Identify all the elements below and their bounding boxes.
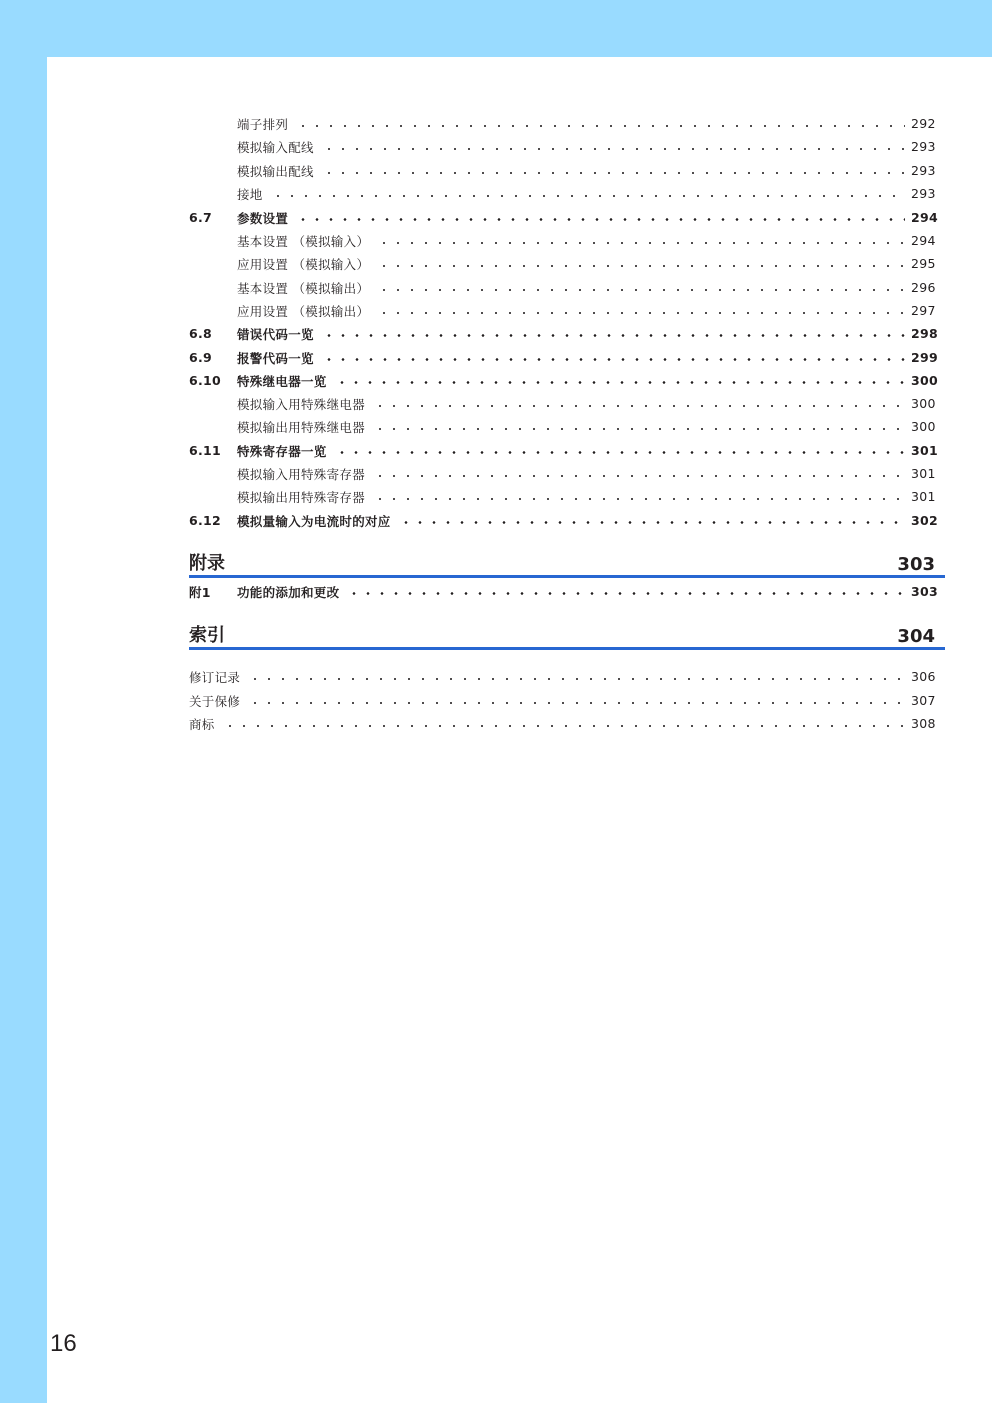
toc-entry-page: 300 xyxy=(911,419,936,434)
toc-section-title: 特殊寄存器一览 xyxy=(237,443,327,459)
toc-entry-title: 应用设置 （模拟输入） xyxy=(237,256,370,272)
toc-section-page: 299 xyxy=(911,350,938,365)
toc-section-title: 功能的添加和更改 xyxy=(237,584,340,600)
toc-entry-title: 基本设置 （模拟输出） xyxy=(237,280,370,296)
appendix-heading-page: 303 xyxy=(897,554,935,575)
toc-section-title: 报警代码一览 xyxy=(237,350,314,366)
toc-entry-title: 接地 xyxy=(237,186,263,202)
toc-entry-page: 296 xyxy=(911,280,936,295)
dot-leader xyxy=(373,428,905,430)
toc-entry-title: 模拟输出用特殊寄存器 xyxy=(237,489,366,505)
toc-entry[interactable] xyxy=(237,485,935,508)
dot-leader xyxy=(248,678,905,680)
toc-entry[interactable] xyxy=(237,252,935,275)
dot-leader xyxy=(377,242,905,244)
toc-entry[interactable] xyxy=(237,135,935,158)
toc-section-title: 模拟量输入为电流时的对应 xyxy=(237,513,391,529)
toc-entry-page: 293 xyxy=(911,139,936,154)
toc-section-title: 参数设置 xyxy=(237,210,289,226)
appendix-chapter-heading[interactable] xyxy=(189,549,945,578)
page-sheet xyxy=(47,57,992,1403)
index-chapter-heading[interactable] xyxy=(189,621,945,650)
toc-entry-page: 301 xyxy=(911,466,936,481)
back-matter-title: 关于保修 xyxy=(189,693,241,709)
dot-leader xyxy=(335,451,905,454)
toc-entry[interactable] xyxy=(237,299,935,322)
toc-entry-title: 应用设置 （模拟输出） xyxy=(237,303,370,319)
index-heading-title: 索引 xyxy=(189,625,225,646)
toc-entry[interactable] xyxy=(237,415,935,438)
toc-entry-page: 292 xyxy=(911,116,936,131)
toc-section-page: 303 xyxy=(911,584,938,599)
dot-leader xyxy=(322,172,905,174)
appendix-heading-title: 附录 xyxy=(189,553,225,574)
toc-section[interactable] xyxy=(189,580,938,603)
toc-section-page: 301 xyxy=(911,443,938,458)
back-matter-title: 修订记录 xyxy=(189,669,241,685)
dot-leader xyxy=(335,381,905,384)
dot-leader xyxy=(399,521,905,524)
dot-leader xyxy=(271,195,905,197)
toc-entry-title: 模拟输入用特殊继电器 xyxy=(237,396,366,412)
toc-entry-page: 293 xyxy=(911,186,936,201)
toc-entry-title: 基本设置 （模拟输入） xyxy=(237,233,370,249)
toc-entry-title: 模拟输出配线 xyxy=(237,163,314,179)
toc-section-number: 6.7 xyxy=(189,210,213,225)
toc-entry-title: 模拟输入用特殊寄存器 xyxy=(237,466,366,482)
dot-leader xyxy=(322,358,905,361)
toc-entry-page: 301 xyxy=(911,489,936,504)
dot-leader xyxy=(322,334,905,337)
toc-entry[interactable] xyxy=(237,392,935,415)
toc-section-number: 6.10 xyxy=(189,373,222,388)
toc-section-page: 300 xyxy=(911,373,938,388)
back-matter-title: 商标 xyxy=(189,716,215,732)
toc-section-number: 附1 xyxy=(189,584,211,600)
toc-section-number: 6.8 xyxy=(189,326,213,341)
dot-leader xyxy=(377,289,905,291)
toc-section-number: 6.9 xyxy=(189,350,213,365)
toc-section-page: 302 xyxy=(911,513,938,528)
dot-leader xyxy=(377,312,905,314)
toc-section[interactable] xyxy=(189,206,938,229)
toc-entry-title: 模拟输入配线 xyxy=(237,139,314,155)
page-number: 16 xyxy=(50,1330,77,1357)
toc-entry[interactable] xyxy=(237,159,935,182)
toc-section-number: 6.12 xyxy=(189,513,222,528)
dot-leader xyxy=(296,218,905,221)
toc-section[interactable] xyxy=(189,439,938,462)
toc-entry-title: 模拟输出用特殊继电器 xyxy=(237,419,366,435)
toc-entry[interactable] xyxy=(237,276,935,299)
back-matter-page: 308 xyxy=(911,716,936,731)
back-matter-page: 306 xyxy=(911,669,936,684)
dot-leader xyxy=(373,498,905,500)
toc-entry-page: 297 xyxy=(911,303,936,318)
dot-leader xyxy=(322,148,905,150)
toc-section[interactable] xyxy=(189,509,938,532)
dot-leader xyxy=(223,725,905,727)
toc-entry-page: 295 xyxy=(911,256,936,271)
index-heading-page: 304 xyxy=(897,626,935,647)
dot-leader xyxy=(248,702,905,704)
toc-section[interactable] xyxy=(189,322,938,345)
dot-leader xyxy=(373,405,905,407)
toc-section-page: 294 xyxy=(911,210,938,225)
toc-section-title: 错误代码一览 xyxy=(237,326,314,342)
dot-leader xyxy=(373,475,905,477)
dot-leader xyxy=(347,592,905,595)
back-matter-entry[interactable] xyxy=(189,689,935,712)
back-matter-entry[interactable] xyxy=(189,665,935,688)
toc-section-number: 6.11 xyxy=(189,443,222,458)
toc-section[interactable] xyxy=(189,369,938,392)
toc-section-page: 298 xyxy=(911,326,938,341)
toc-entry[interactable] xyxy=(237,229,935,252)
toc-entry[interactable] xyxy=(237,182,935,205)
toc-section[interactable] xyxy=(189,346,938,369)
toc-entry-title: 端子排列 xyxy=(237,116,289,132)
back-matter-entry[interactable] xyxy=(189,712,935,735)
toc-section-title: 特殊继电器一览 xyxy=(237,373,327,389)
toc-entry[interactable] xyxy=(237,462,935,485)
toc-entry-page: 294 xyxy=(911,233,936,248)
toc-entry-page: 300 xyxy=(911,396,936,411)
toc-entry[interactable] xyxy=(237,112,935,135)
dot-leader xyxy=(377,265,905,267)
toc-entry-page: 293 xyxy=(911,163,936,178)
dot-leader xyxy=(296,125,905,127)
back-matter-page: 307 xyxy=(911,693,936,708)
